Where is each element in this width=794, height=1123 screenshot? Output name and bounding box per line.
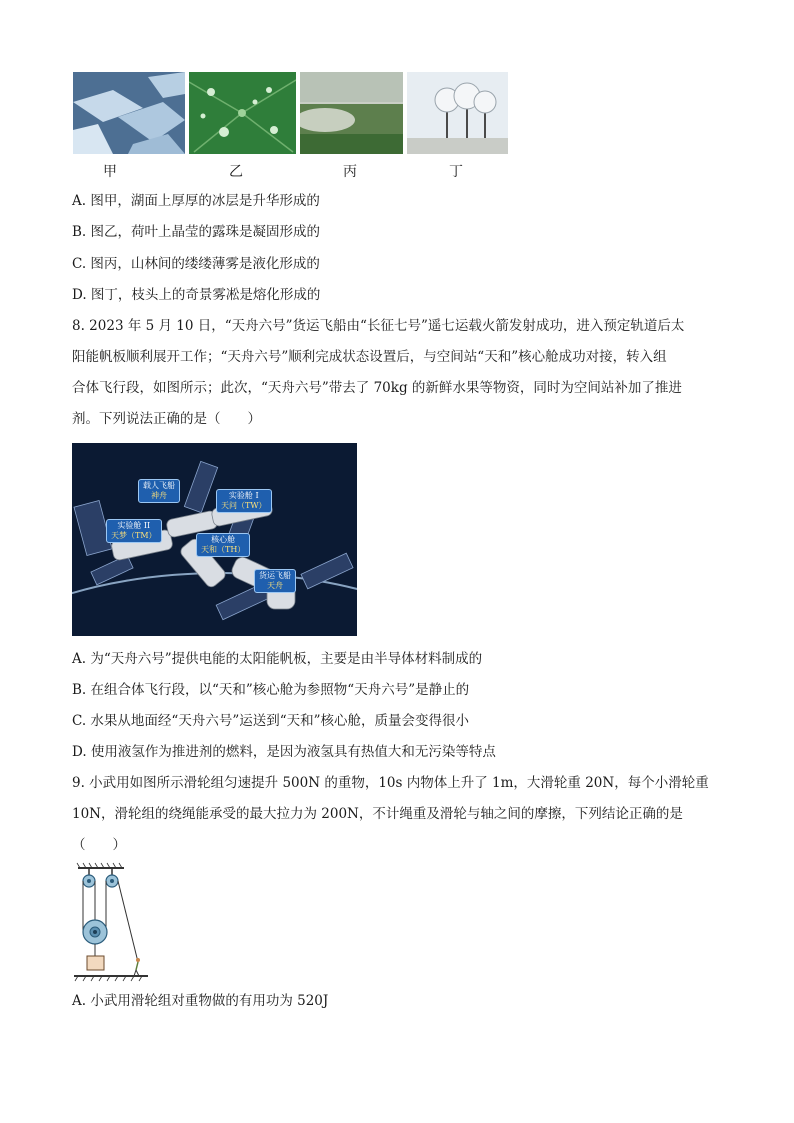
photo-rime-trees [407, 72, 508, 154]
q8-option-a: A. 为“天舟六号”提供电能的太阳能帆板，主要是由半导体材料制成的 [72, 651, 483, 667]
label-crew-ship [138, 479, 180, 503]
label-core-module [196, 533, 250, 557]
q7-option-b: B. 图乙，荷叶上晶莹的露珠是凝固形成的 [72, 224, 321, 240]
label-cargo-ship-name: 天舟 [267, 581, 283, 590]
label-core-module-title: 核心舱 [211, 535, 236, 544]
q8-option-c: C. 水果从地面经“天舟六号”运送到“天和”核心舱，质量会变得很小 [72, 713, 470, 729]
label-lab-module-2-title: 实验舱 II [117, 521, 151, 530]
photo-forest-mist [300, 72, 403, 154]
label-lab-module-2-name: 天梦（TM） [111, 531, 157, 540]
label-lab-module-2 [106, 519, 162, 543]
caption-bing: 丙 [343, 164, 357, 180]
space-station-figure [72, 443, 357, 636]
q7-option-c: C. 图丙，山林间的缕缕薄雾是液化形成的 [72, 256, 320, 272]
q8-stem-line-2: 阳能帆板顺利展开工作；“天舟六号”顺利完成状态设置后，与空间站“天和”核心舱成功对接，转入组 [72, 349, 667, 365]
label-cargo-ship [254, 569, 296, 593]
q8-option-b: B. 在组合体飞行段，以“天和”核心舱为参照物“天舟六号”是静止的 [72, 682, 470, 698]
label-crew-ship-name: 神舟 [151, 491, 167, 500]
photo-lotus-dew [189, 72, 296, 154]
label-core-module-name: 天和（TH） [201, 545, 246, 554]
q9-stem-line-3: （ ） [72, 837, 126, 853]
pulley-diagram [72, 862, 152, 982]
caption-yi: 乙 [229, 164, 243, 180]
q9-option-a: A. 小武用滑轮组对重物做的有用功为 520J [72, 993, 329, 1009]
q9-stem-line-1: 9. 小武用如图所示滑轮组匀速提升 500N 的重物，10s 内物体上升了 1m，大滑轮重 20N，每个小滑轮重 [72, 775, 709, 791]
photo-ice-lake [73, 72, 185, 154]
q8-stem-line-1: 8. 2023 年 5 月 10 日，“天舟六号”货运飞船由“长征七号”遥七运载火箭发射成功，进入预定轨道后太 [72, 318, 685, 334]
label-cargo-ship-title: 货运飞船 [259, 571, 291, 580]
q7-option-d: D. 图丁，枝头上的奇景雾凇是熔化形成的 [72, 287, 321, 303]
label-lab-module-1-title: 实验舱 I [228, 491, 259, 500]
q9-stem-line-2: 10N，滑轮组的绕绳能承受的最大拉力为 200N，不计绳重及滑轮与轴之间的摩擦，下列结论正确的是 [72, 806, 683, 822]
label-lab-module-1-name: 天问（TW） [221, 501, 267, 510]
q8-stem-line-4: 剂。下列说法正确的是（ ） [72, 411, 261, 427]
q8-option-d: D. 使用液氢作为推进剂的燃料，是因为液氢具有热值大和无污染等特点 [72, 744, 496, 760]
q8-stem-line-3: 合体飞行段，如图所示；此次，“天舟六号”带去了 70kg 的新鲜水果等物资，同时为空间站补加了推进 [72, 380, 682, 396]
q7-option-a: A. 图甲，湖面上厚厚的冰层是升华形成的 [72, 193, 320, 209]
caption-ding: 丁 [449, 164, 463, 180]
label-lab-module-1 [216, 489, 272, 513]
caption-jia: 甲 [103, 164, 117, 180]
label-crew-ship-title: 载人飞船 [143, 481, 175, 490]
